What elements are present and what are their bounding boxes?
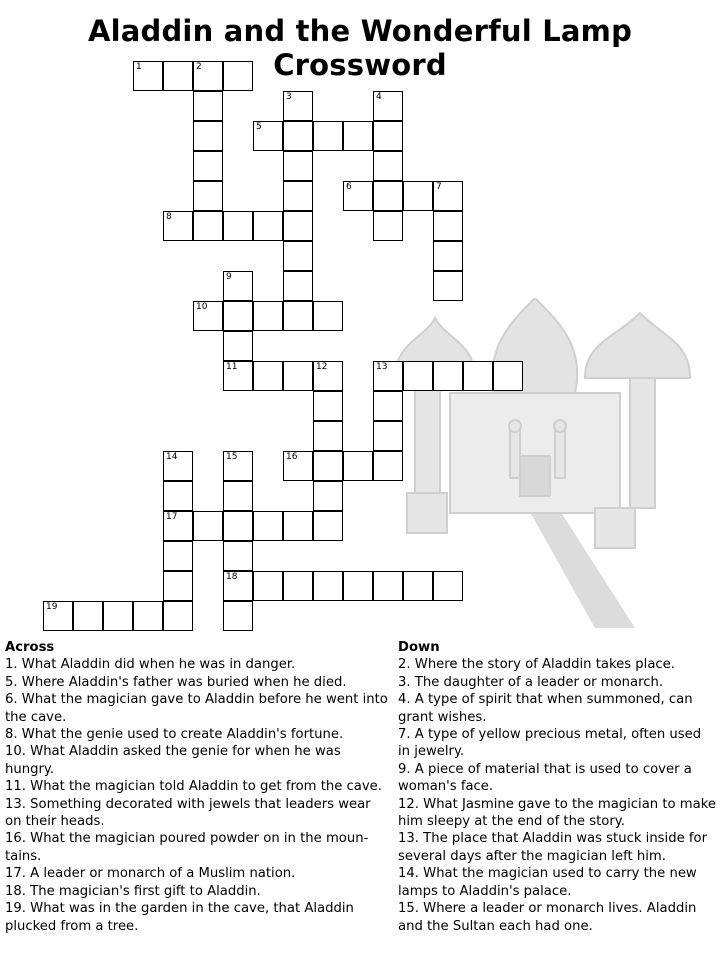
grid-cell[interactable] <box>223 541 253 571</box>
grid-cell[interactable] <box>373 421 403 451</box>
grid-cell[interactable] <box>223 61 253 91</box>
grid-cell[interactable] <box>343 571 373 601</box>
clue-number: 15 <box>226 452 238 462</box>
down-clue: 12. What Jasmine gave to the magician to make him sleepy at the end of the story. <box>398 796 716 830</box>
across-clue: 11. What the magician told Aladdin to get from the cave. <box>5 779 382 795</box>
grid-cell[interactable] <box>313 301 343 331</box>
grid-cell[interactable] <box>343 451 373 481</box>
down-clue: 2. Where the story of Aladdin takes place. <box>398 657 675 673</box>
across-heading: Across <box>5 640 55 655</box>
grid-cell[interactable] <box>313 451 343 481</box>
grid-cell[interactable] <box>493 361 523 391</box>
grid-cell[interactable] <box>193 121 223 151</box>
clue-number: 17 <box>166 512 178 522</box>
grid-cell[interactable] <box>193 61 223 91</box>
grid-cell[interactable] <box>433 571 463 601</box>
grid-cell[interactable] <box>223 451 253 481</box>
grid-cell[interactable] <box>163 211 193 241</box>
grid-cell[interactable] <box>283 241 313 271</box>
down-clue: 4. A type of spirit that when summoned, can grant wishes. <box>398 692 693 725</box>
grid-cell[interactable] <box>283 181 313 211</box>
down-clue: 14. What the magician used to carry the new lamps to Aladdin's palace. <box>398 866 697 899</box>
grid-cell[interactable] <box>373 391 403 421</box>
clue-number: 16 <box>286 452 298 462</box>
clue-number: 11 <box>226 362 238 372</box>
down-clue: 3. The daughter of a leader or monarch. <box>398 674 664 690</box>
across-clue: 16. What the magician poured powder on in the moun-tains. <box>5 831 369 864</box>
grid-cell[interactable] <box>133 601 163 631</box>
clue-number: 8 <box>166 212 172 222</box>
grid-cell[interactable] <box>193 511 223 541</box>
across-clue: 17. A leader or monarch of a Muslim nation. <box>5 866 296 882</box>
grid-cell[interactable] <box>373 181 403 211</box>
grid-cell[interactable] <box>403 361 433 391</box>
grid-cell[interactable] <box>133 61 163 91</box>
clue-number: 2 <box>196 62 202 72</box>
down-clue: 9. A piece of material that is used to cover a woman's face. <box>398 761 692 795</box>
grid-cell[interactable] <box>283 451 313 481</box>
grid-cell[interactable] <box>193 91 223 121</box>
grid-cell[interactable] <box>313 361 343 391</box>
grid-cell[interactable] <box>463 361 493 391</box>
across-clue: 18. The magician's first gift to Aladdin. <box>5 883 261 899</box>
grid-cell[interactable] <box>283 211 313 241</box>
across-clue: 5. Where Aladdin's father was buried when he died. <box>5 674 347 690</box>
grid-cell[interactable] <box>373 151 403 181</box>
grid-cell[interactable] <box>403 571 433 601</box>
down-clue: 7. A type of yellow precious metal, often used in jewelry. <box>398 727 702 760</box>
grid-cell[interactable] <box>283 571 313 601</box>
grid-cell[interactable] <box>313 571 343 601</box>
grid-cell[interactable] <box>283 91 313 121</box>
grid-cell[interactable] <box>343 181 373 211</box>
grid-cell[interactable] <box>163 571 193 601</box>
clue-number: 7 <box>436 182 442 192</box>
grid-cell[interactable] <box>43 601 73 631</box>
grid-cell[interactable] <box>223 601 253 631</box>
clue-number: 14 <box>166 452 178 462</box>
clue-number: 5 <box>256 122 262 132</box>
across-clue: 1. What Aladdin did when he was in danger. <box>5 657 296 673</box>
clue-number: 10 <box>196 302 208 312</box>
across-clue: 6. What the magician gave to Aladdin before he went into the cave. <box>5 692 388 725</box>
grid-cell[interactable] <box>343 121 373 151</box>
down-clue: 15. Where a leader or monarch lives. Aladdin and the Sultan each had one. <box>398 901 697 934</box>
grid-cell[interactable] <box>313 481 343 511</box>
grid-cell[interactable] <box>223 211 253 241</box>
clue-number: 13 <box>376 362 388 372</box>
grid-cell[interactable] <box>403 181 433 211</box>
grid-cell[interactable] <box>373 571 403 601</box>
grid-cell[interactable] <box>223 511 253 541</box>
grid-cell[interactable] <box>253 361 283 391</box>
grid-cell[interactable] <box>163 601 193 631</box>
grid-cell[interactable] <box>223 481 253 511</box>
grid-cell[interactable] <box>283 151 313 181</box>
down-heading: Down <box>398 640 440 655</box>
across-clue: 19. What was in the garden in the cave, that Aladdin plucked from a tree. <box>5 901 354 934</box>
grid-cell[interactable] <box>313 421 343 451</box>
grid-cell[interactable] <box>283 361 313 391</box>
grid-cell[interactable] <box>433 361 463 391</box>
grid-cell[interactable] <box>163 481 193 511</box>
grid-cell[interactable] <box>163 541 193 571</box>
grid-cell[interactable] <box>253 211 283 241</box>
grid-cell[interactable] <box>373 211 403 241</box>
grid-cell[interactable] <box>283 301 313 331</box>
page-title: Aladdin and the Wonderful Lamp Crossword <box>87 14 633 82</box>
grid-cell[interactable] <box>253 301 283 331</box>
grid-cell[interactable] <box>73 601 103 631</box>
grid-cell[interactable] <box>163 61 193 91</box>
grid-cell[interactable] <box>253 121 283 151</box>
grid-cell[interactable] <box>193 211 223 241</box>
grid-cell[interactable] <box>373 91 403 121</box>
grid-cell[interactable] <box>283 271 313 301</box>
across-clue: 10. What Aladdin asked the genie for when he was hungry. <box>5 744 341 777</box>
grid-cell[interactable] <box>193 301 223 331</box>
grid-cell[interactable] <box>223 301 253 331</box>
grid-cell[interactable] <box>313 121 343 151</box>
across-clue: 13. Something decorated with jewels that leaders wear on their heads. <box>5 796 371 830</box>
grid-cell[interactable] <box>163 451 193 481</box>
down-clues <box>398 639 716 935</box>
clue-number: 4 <box>376 92 382 102</box>
clue-number: 18 <box>226 572 238 582</box>
grid-cell[interactable] <box>373 451 403 481</box>
grid-cell[interactable] <box>313 391 343 421</box>
clue-number: 3 <box>286 92 292 102</box>
down-clue: 13. The place that Aladdin was stuck inside for several days after the magician left him. <box>398 831 708 864</box>
across-clue: 8. What the genie used to create Aladdin's fortune. <box>5 727 344 743</box>
across-clues <box>5 639 389 935</box>
grid-cell[interactable] <box>223 361 253 391</box>
grid-cell[interactable] <box>433 241 463 271</box>
clue-number: 12 <box>316 362 328 372</box>
grid-cell[interactable] <box>163 511 193 541</box>
clue-number: 9 <box>226 272 232 282</box>
grid-cell[interactable] <box>193 151 223 181</box>
grid-cell[interactable] <box>103 601 133 631</box>
clue-number: 1 <box>136 62 142 72</box>
grid-cell[interactable] <box>223 331 253 361</box>
grid-cell[interactable] <box>373 361 403 391</box>
grid-cell[interactable] <box>433 211 463 241</box>
grid-cell[interactable] <box>223 571 253 601</box>
grid-cell[interactable] <box>283 121 313 151</box>
grid-cell[interactable] <box>283 511 313 541</box>
grid-cell[interactable] <box>373 121 403 151</box>
grid-cell[interactable] <box>253 571 283 601</box>
grid-cell[interactable] <box>193 181 223 211</box>
grid-cell[interactable] <box>313 511 343 541</box>
grid-cell[interactable] <box>433 271 463 301</box>
grid-cell[interactable] <box>223 271 253 301</box>
grid-cell[interactable] <box>433 181 463 211</box>
clue-number: 6 <box>346 182 352 192</box>
grid-cell[interactable] <box>253 511 283 541</box>
clue-number: 19 <box>46 602 58 612</box>
